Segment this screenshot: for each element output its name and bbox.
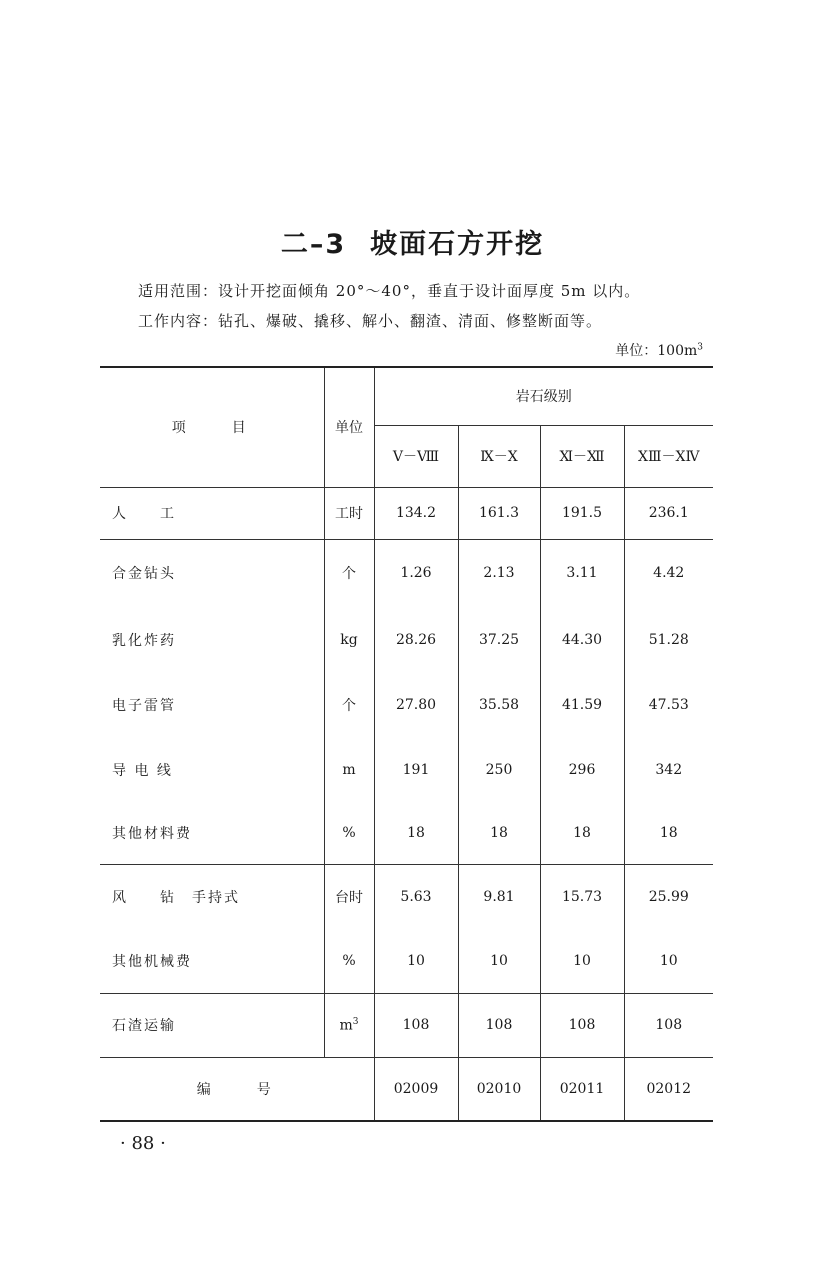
cell: 4.42 bbox=[624, 539, 713, 607]
cell: 47.53 bbox=[624, 672, 713, 737]
row-unit: 个 bbox=[324, 539, 374, 607]
row-unit: 台时 bbox=[324, 864, 374, 930]
row-label: 石渣运输 bbox=[100, 993, 324, 1057]
row-label: 其他机械费 bbox=[100, 930, 324, 993]
row-unit: 个 bbox=[324, 672, 374, 737]
table-row bbox=[100, 993, 713, 1057]
cell: 1.26 bbox=[374, 539, 458, 607]
header-item: 项 目 bbox=[100, 367, 324, 487]
cell: 15.73 bbox=[540, 864, 624, 930]
cell: 51.28 bbox=[624, 607, 713, 672]
cell: 35.58 bbox=[458, 672, 540, 737]
cell: 10 bbox=[374, 930, 458, 993]
cell: 10 bbox=[624, 930, 713, 993]
table-row bbox=[100, 672, 713, 737]
table-row bbox=[100, 487, 713, 539]
page-number: · 88 · bbox=[120, 1133, 166, 1154]
work-content-text: 工作内容：钻孔、爆破、撬移、解小、翻渣、清面、修整断面等。 bbox=[138, 312, 603, 330]
cell: 44.30 bbox=[540, 607, 624, 672]
cell: 27.80 bbox=[374, 672, 458, 737]
cell: 41.59 bbox=[540, 672, 624, 737]
row-unit: % bbox=[324, 802, 374, 864]
row-unit: m bbox=[324, 737, 374, 802]
cell: 108 bbox=[374, 993, 458, 1057]
level-header: Ⅴ－Ⅷ bbox=[374, 425, 458, 487]
level-header: Ⅺ－Ⅻ bbox=[540, 425, 624, 487]
header-rock-grade: 岩石级别 bbox=[374, 367, 713, 425]
row-label: 导 电 线 bbox=[100, 737, 324, 802]
cell: 18 bbox=[540, 802, 624, 864]
cell: 37.25 bbox=[458, 607, 540, 672]
cell: 250 bbox=[458, 737, 540, 802]
row-unit: $m^3$ bbox=[324, 993, 374, 1057]
table-row bbox=[100, 864, 713, 930]
cell: 9.81 bbox=[458, 864, 540, 930]
code-cell: 02010 bbox=[458, 1057, 540, 1121]
cell: 10 bbox=[540, 930, 624, 993]
row-label: 乳化炸药 bbox=[100, 607, 324, 672]
cell: 18 bbox=[458, 802, 540, 864]
cell: 108 bbox=[540, 993, 624, 1057]
cell: 191.5 bbox=[540, 487, 624, 539]
code-cell: 02011 bbox=[540, 1057, 624, 1121]
cell: 28.26 bbox=[374, 607, 458, 672]
cell: 18 bbox=[374, 802, 458, 864]
page-title bbox=[0, 222, 825, 261]
header-unit: 单位 bbox=[324, 367, 374, 487]
level-header: Ⅸ－Ⅹ bbox=[458, 425, 540, 487]
cell: 134.2 bbox=[374, 487, 458, 539]
table-row bbox=[100, 1057, 713, 1121]
code-cell: 02009 bbox=[374, 1057, 458, 1121]
section-title: 坡面石方开挖 bbox=[370, 229, 545, 260]
cell: 3.11 bbox=[540, 539, 624, 607]
code-cell: 02012 bbox=[624, 1057, 713, 1121]
unit-note: 单位：$100m^3$ bbox=[615, 342, 703, 359]
cell: 18 bbox=[624, 802, 713, 864]
cell: 296 bbox=[540, 737, 624, 802]
cell: 236.1 bbox=[624, 487, 713, 539]
table-row bbox=[100, 737, 713, 802]
scope-text: 适用范围：设计开挖面倾角 20°～40°，垂直于设计面厚度 5m 以内。 bbox=[138, 282, 641, 300]
table-row bbox=[100, 802, 713, 864]
cell: 161.3 bbox=[458, 487, 540, 539]
level-header: ⅩⅢ－ⅩⅣ bbox=[624, 425, 713, 487]
table-row bbox=[100, 539, 713, 607]
row-label: 合金钻头 bbox=[100, 539, 324, 607]
cell: 25.99 bbox=[624, 864, 713, 930]
cell: 10 bbox=[458, 930, 540, 993]
code-label: 编 号 bbox=[100, 1057, 374, 1121]
row-label: 其他材料费 bbox=[100, 802, 324, 864]
quota-table bbox=[100, 366, 713, 1122]
cell: 5.63 bbox=[374, 864, 458, 930]
row-label: 人 工 bbox=[100, 487, 324, 539]
row-label: 风 钻 手持式 bbox=[100, 864, 324, 930]
section-number: 二–3 bbox=[280, 229, 347, 260]
cell: 191 bbox=[374, 737, 458, 802]
table-row bbox=[100, 930, 713, 993]
cell: 108 bbox=[624, 993, 713, 1057]
cell: 108 bbox=[458, 993, 540, 1057]
cell: 342 bbox=[624, 737, 713, 802]
row-unit: kg bbox=[324, 607, 374, 672]
row-unit: % bbox=[324, 930, 374, 993]
row-label: 电子雷管 bbox=[100, 672, 324, 737]
row-unit: 工时 bbox=[324, 487, 374, 539]
table-row bbox=[100, 607, 713, 672]
cell: 2.13 bbox=[458, 539, 540, 607]
